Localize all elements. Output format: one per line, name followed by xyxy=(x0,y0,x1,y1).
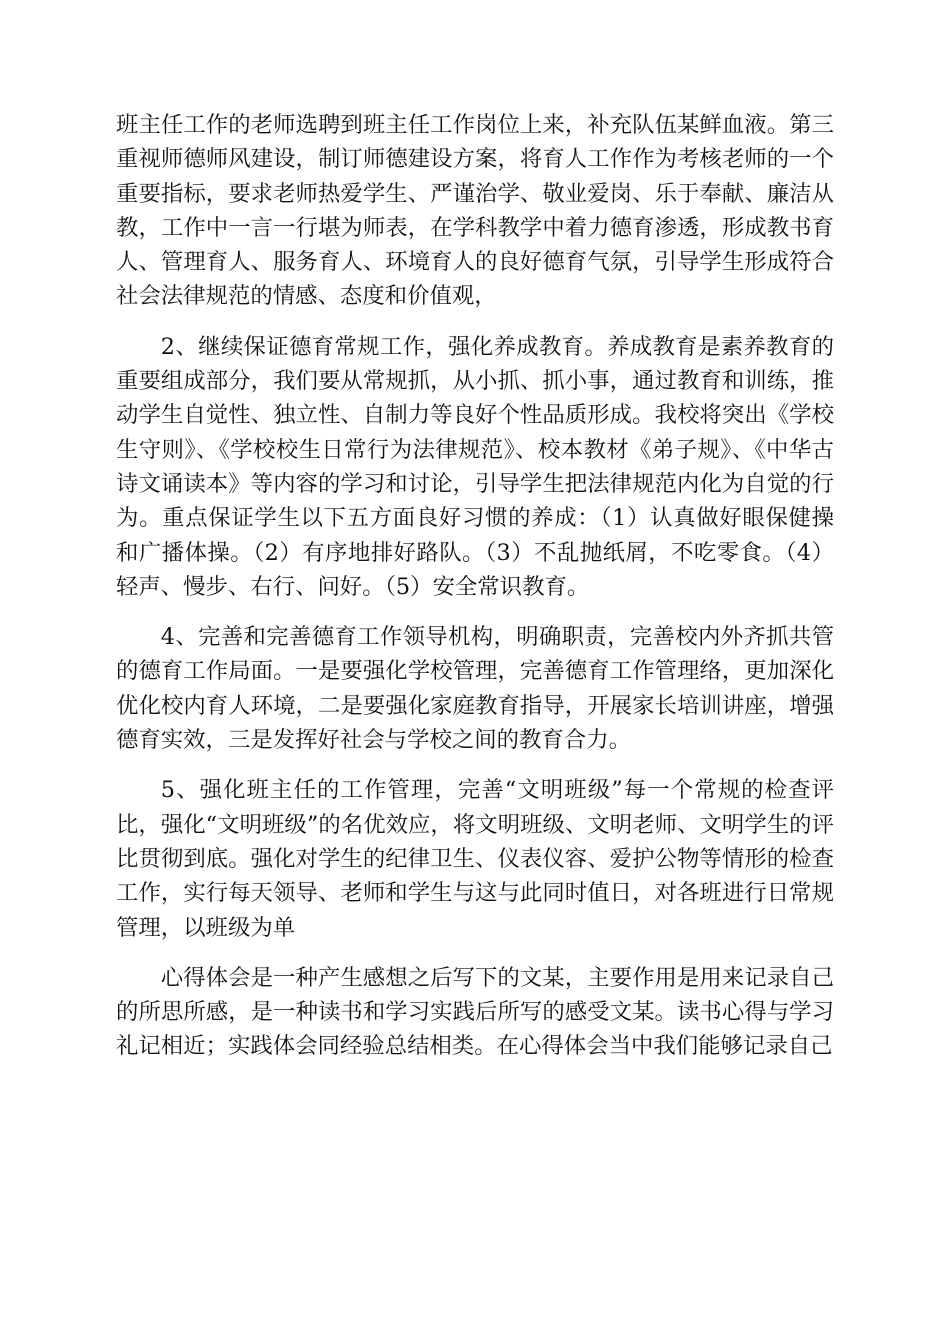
paragraph-item-5: 5、强化班主任的工作管理，完善“文明班级”每一个常规的检查评比，强化“文明班级”的名优效应，将文明班级、文明老师、文明学生的评比贯彻到底。强化对学生的纪律卫生、仪表仪容、爱护公物等情形的检查工作，实行每天领导、老师和学生与这与此同时值日，对各班进行日常规管理，以班级为单 xyxy=(116,777,834,941)
paragraph-continuation: 班主任工作的老师选聘到班主任工作岗位上来，补充队伍某鲜血液。第三重视师德师风建设，制订师德建设方案，将育人工作作为考核老师的一个重要指标，要求老师热爱学生、严谨治学、敬业爱岗、乐于奉献、廉洁从教，工作中一言一行堪为师表，在学科教学中着力德育渗透，形成教书育人、管理育人、服务育人、环境育人的良好德育气氛，引导学生形成符合社会法律规范的情感、态度和价值观， xyxy=(116,112,834,310)
document-body xyxy=(116,108,834,1080)
paragraph-reflection: 心得体会是一种产生感想之后写下的文某，主要作用是用来记录自己的所思所感，是一种读书和学习实践后所写的感受文某。读书心得与学习礼记相近；实践体会同经验总结相类。在心得体会当中我们能够记录自己 xyxy=(116,964,834,1060)
paragraph-item-4: 4、完善和完善德育工作领导机构，明确职责，完善校内外齐抓共管的德育工作局面。一是要强化学校管理，完善德育工作管理络，更加深化优化校内育人环境，二是要强化家庭教育指导，开展家长培训讲座，增强德育实效，三是发挥好社会与学校之间的教育合力。 xyxy=(116,624,834,754)
paragraph-item-2: 2、继续保证德育常规工作，强化养成教育。养成教育是素养教育的重要组成部分，我们要从常规抓，从小抓、抓小事，通过教育和训练，推动学生自觉性、独立性、自制力等良好个性品质形成。我校将突出《学校生守则》、《学校校生日常行为法律规范》、校本教材《弟子规》、《中华古诗文诵读本》等内容的学习和讨论，引导学生把法律规范内化为自觉的行为。重点保证学生以下五方面良好习惯的养成：（1）认真做好眼保健操和广播体操。（2）有序地排好路队。（3）不乱抛纸屑，不吃零食。（4）轻声、慢步、右行、问好。（5）安全常识教育。 xyxy=(116,333,834,600)
